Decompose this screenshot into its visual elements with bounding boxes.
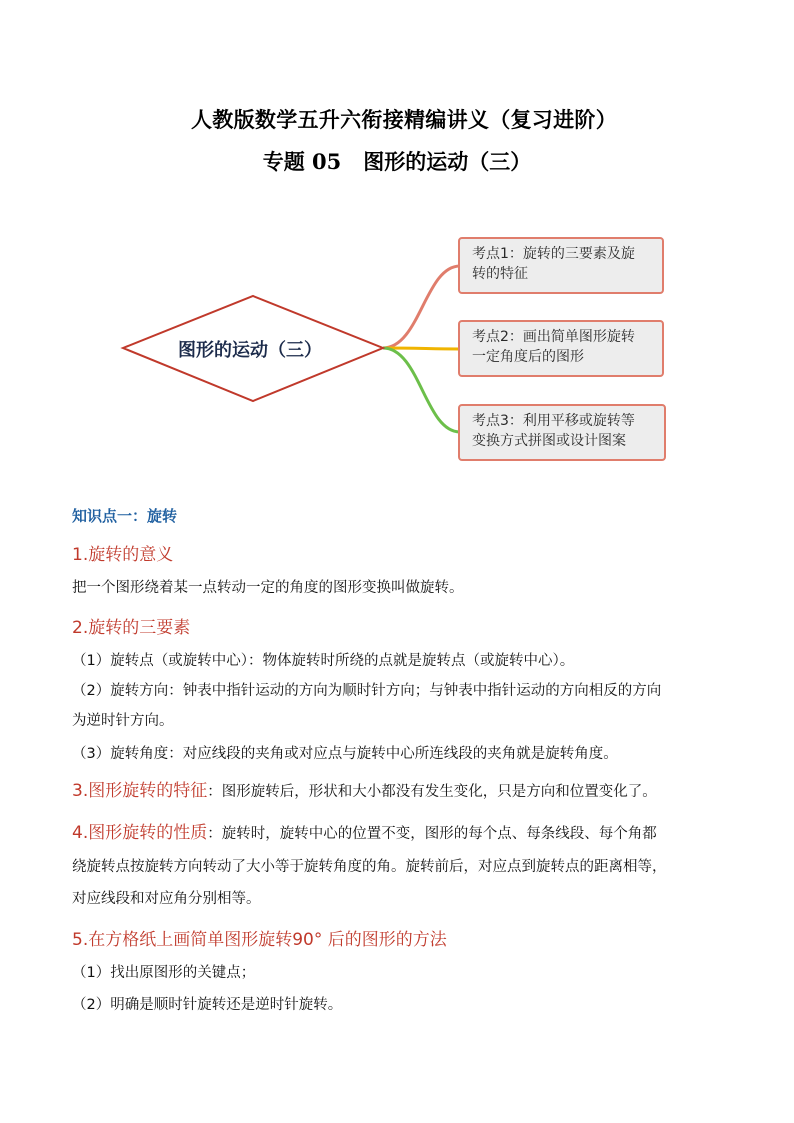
mindmap-node-3 [458, 404, 666, 461]
mindmap-node-1 [458, 237, 664, 294]
branch-line-3 [383, 348, 460, 432]
section-4-text-b: 绕旋转点按旋转方向转动了大小等于旋转角度的角。旋转前后，对应点到旋转点的距离相等， [72, 859, 667, 875]
topic-title: 图形的运动（三） [363, 149, 532, 174]
section-2-item-2a: （2）旋转方向：钟表中指针运动的方向为顺时针方向；与钟表中指针运动的方向相反的方向 [72, 683, 662, 699]
section-4-title: 4.图形旋转的性质 [72, 823, 208, 843]
node-2-line1: 考点2：画出简单图形旋转 [472, 329, 635, 345]
node-2-line2: 一定角度后的图形 [472, 349, 584, 365]
node-3-line2: 变换方式拼图或设计图案 [472, 433, 626, 449]
mindmap-node-2 [458, 320, 664, 377]
section-4-text-c: 对应线段和对应角分别相等。 [72, 891, 261, 907]
section-1-text: 把一个图形绕着某一点转动一定的角度的图形变换叫做旋转。 [72, 580, 464, 596]
section-3 [72, 776, 732, 807]
section-5-item-1: （1）找出原图形的关键点； [72, 965, 256, 981]
section-4 [72, 818, 732, 849]
node-3-line1: 考点3：利用平移或旋转等 [472, 413, 635, 429]
section-2-title: 2.旋转的三要素 [72, 618, 191, 638]
topic-number: 专题 05 [262, 149, 342, 174]
section-4-text-a: ：旋转时，旋转中心的位置不变，图形的每个点、每条线段、每个角都 [207, 826, 657, 842]
section-2-item-2b: 为逆时针方向。 [72, 713, 174, 729]
section-3-text: ：图形旋转后，形状和大小都没有发生变化，只是方向和位置变化了。 [207, 784, 657, 800]
section-5-title: 5.在方格纸上画简单图形旋转90° 后的图形的方法 [72, 930, 447, 950]
center-label: 图形的运动（三） [178, 340, 322, 361]
mind-map [0, 225, 794, 475]
section-5-item-2: （2）明确是顺时针旋转还是逆时针旋转。 [72, 997, 343, 1013]
node-1-line2: 转的特征 [472, 266, 528, 282]
section-1-title: 1.旋转的意义 [72, 545, 174, 565]
branch-line-2 [383, 348, 460, 349]
knowledge-point-heading: 知识点一：旋转 [72, 507, 178, 525]
section-2-item-1: （1）旋转点（或旋转中心）：物体旋转时所绕的点就是旋转点（或旋转中心）。 [72, 653, 575, 669]
node-1-line1: 考点1：旋转的三要素及旋 [472, 246, 635, 262]
section-3-title: 3.图形旋转的特征 [72, 781, 208, 801]
section-2-item-3: （3）旋转角度：对应线段的夹角或对应点与旋转中心所连线段的夹角就是旋转角度。 [72, 746, 618, 762]
document-subtitle [0, 146, 794, 176]
branch-line-1 [383, 266, 460, 348]
document-title: 人教版数学五升六衔接精编讲义（复习进阶） [191, 107, 617, 132]
